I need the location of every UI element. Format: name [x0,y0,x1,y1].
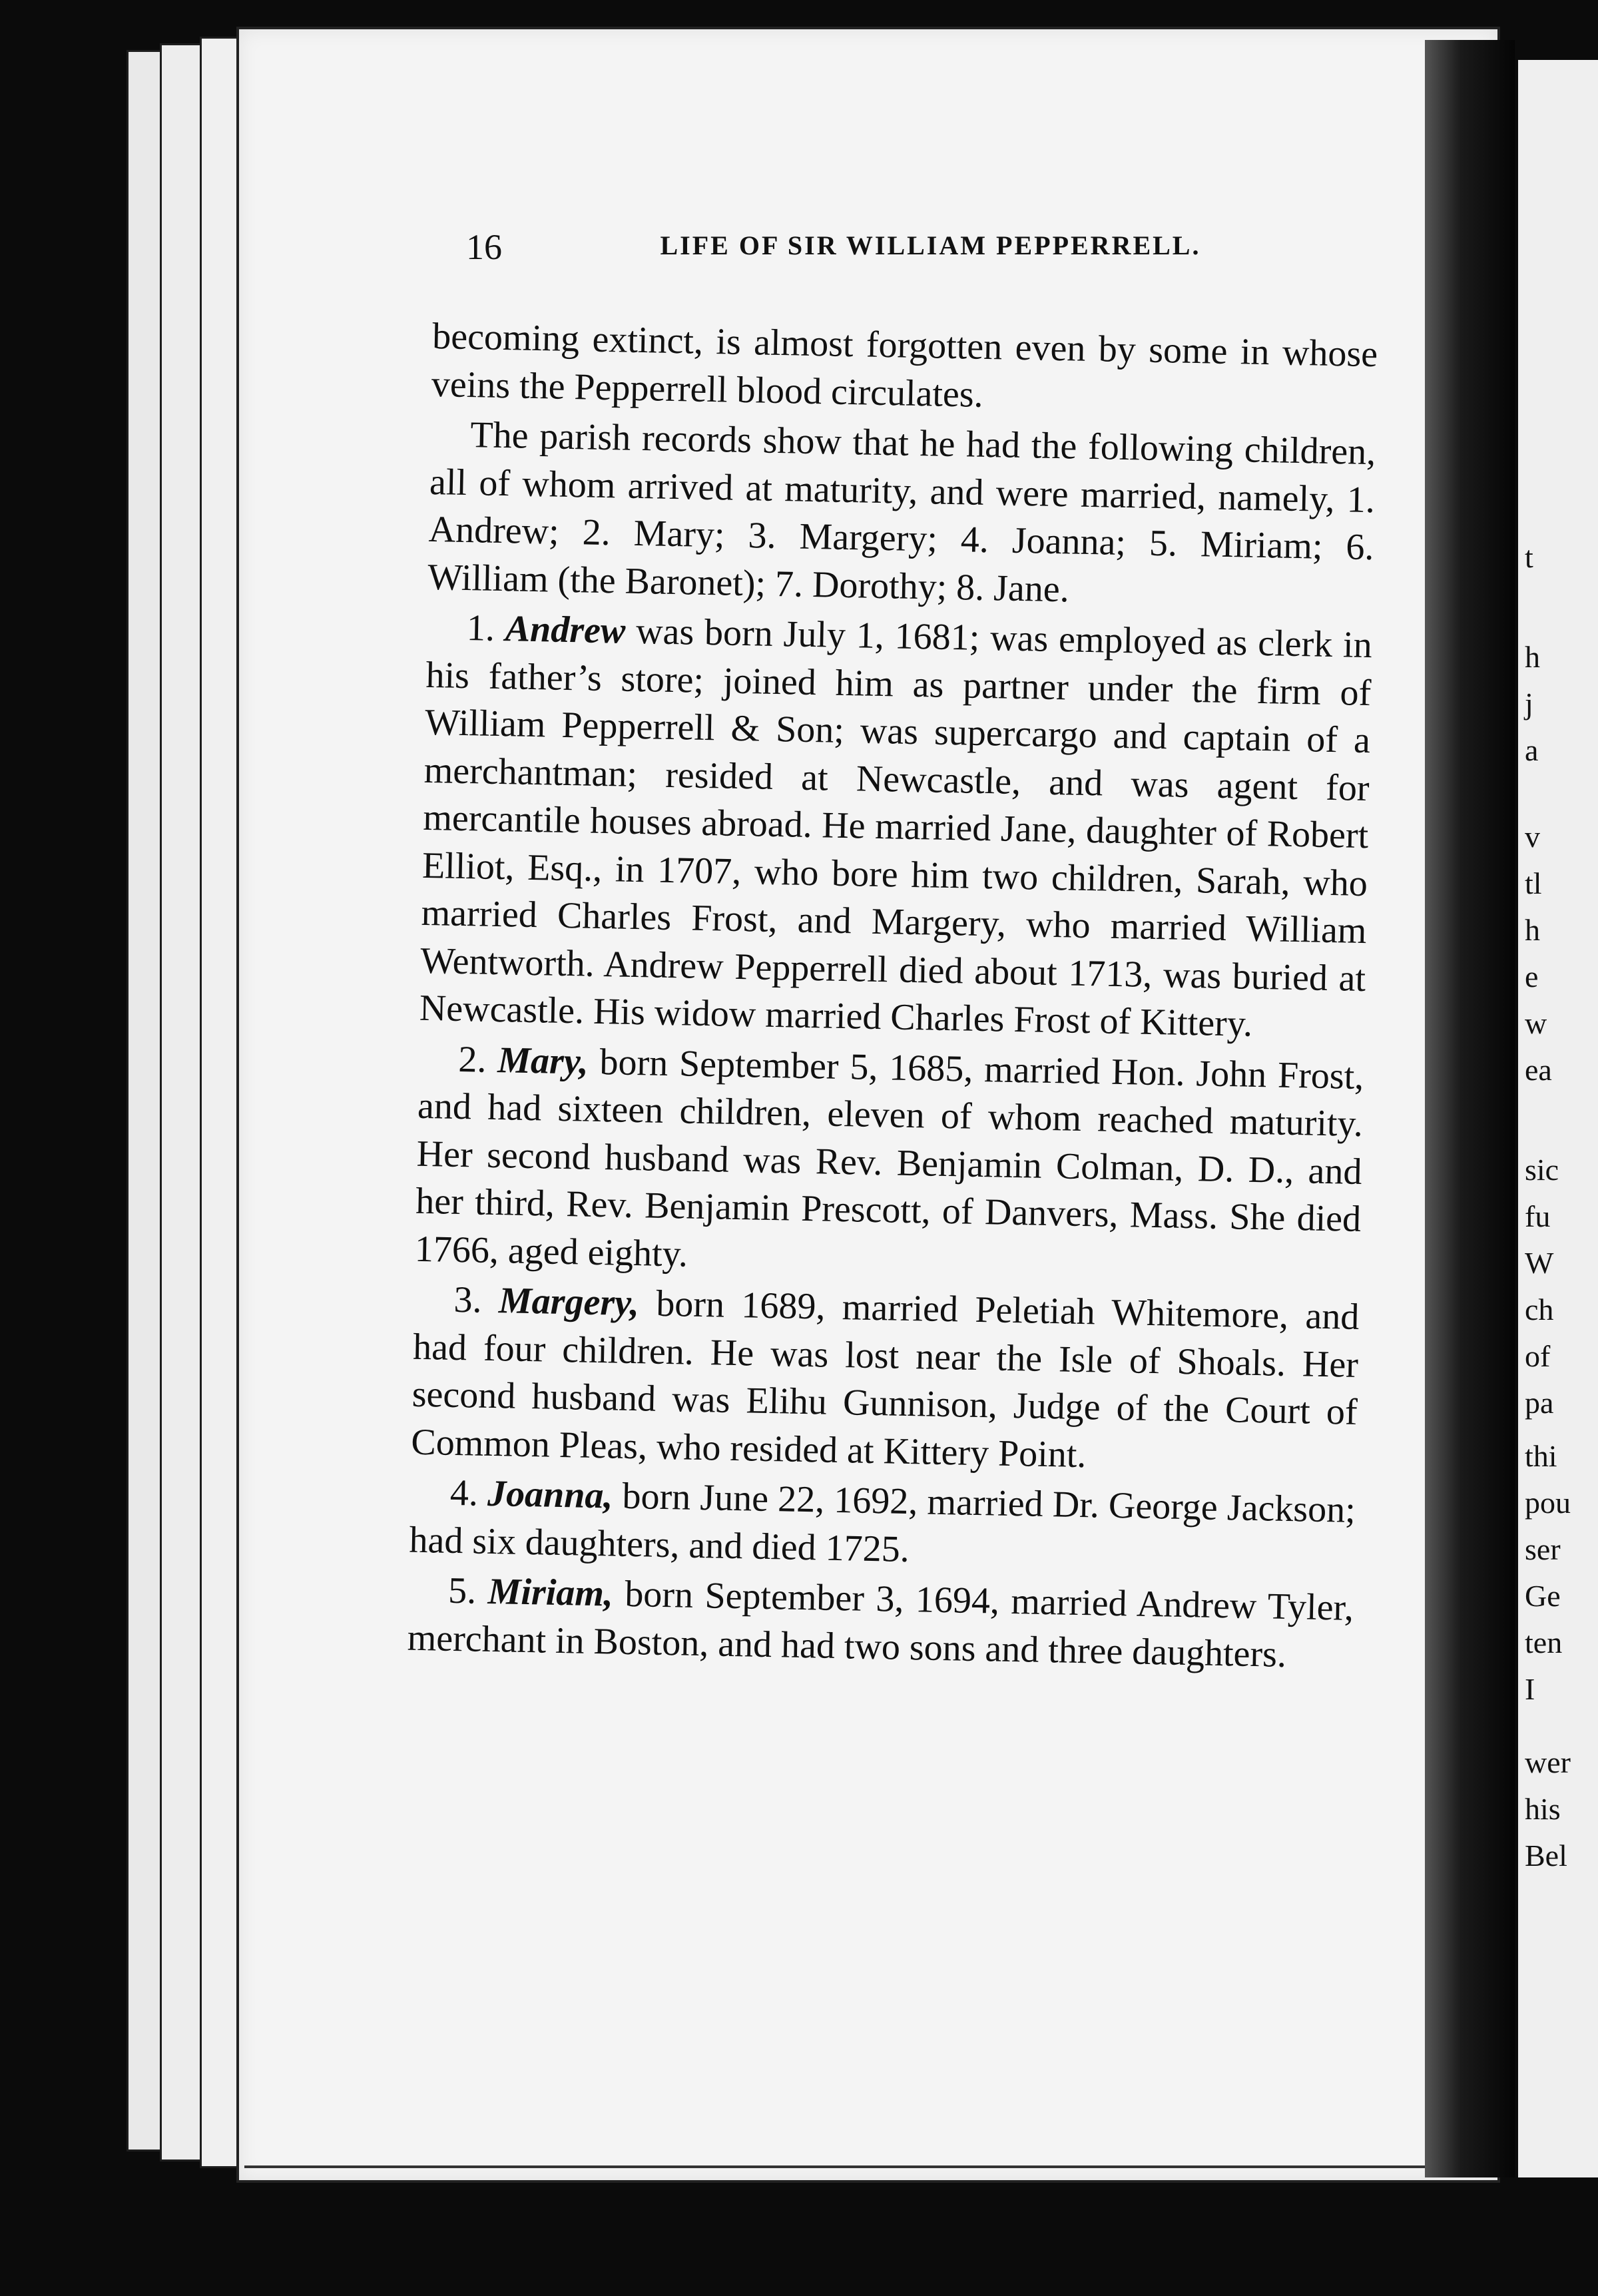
paragraph-child-entry [407,1567,1354,1680]
paragraph-text: born September 3, 1694, married Andrew Tyler, merchant in Boston, and had two sons and three daughters. [407,1573,1354,1675]
facing-page-fragment: h [1525,640,1540,674]
child-name: Joanna, [487,1472,614,1517]
child-name: Mary, [497,1039,589,1083]
facing-page-fragment: j [1525,687,1533,720]
paragraph-text: born June 22, 1692, married Dr. George Jackson; had six daughters, and died 1725. [409,1475,1356,1570]
paragraph-child-entry [409,1469,1356,1582]
entry-number: 3. [453,1279,483,1321]
facing-page-fragment: I [1525,1672,1535,1706]
page-bottom-rule [244,2165,1492,2168]
facing-page-fragment: a [1525,733,1539,767]
facing-page-fragment: h [1525,913,1540,947]
paragraph-text: was born July 1, 1681; was employed as clerk in his father’s store; joined him as partner under the firm of William Pepperrell & Son; was supercargo and captain of a merchantman; resided at Newcastle, and was agent for mercantile houses abroad. He married Jane, daughter of Robert Elliot, Esq., in 1707, who bore him two children, Sarah, who married Charles Frost, and Margery, who married William Wentworth. Andrew Pepperrell died about 1713, was buried at Newcastle. His widow married Charles Frost of Kittery. [419,610,1373,1045]
book-gutter [1425,40,1515,2177]
facing-page-fragment: ten [1525,1625,1563,1659]
paragraph-text: The parish records show that he had the following children, all of whom arrived at maturity, and were married, namely, 1. Andrew; 2. Mary; 3. Margery; 4. Joanna; 5. Miriam; 6. William (the Baronet); 7. Dorothy; 8. Jane. [427,414,1376,610]
child-name: Margery, [498,1280,640,1324]
child-name: Miriam, [487,1570,614,1615]
entry-number: 5. [447,1570,477,1612]
child-name: Andrew [505,608,626,652]
facing-page-fragment: wer [1525,1745,1571,1779]
facing-page-fragment: ch [1525,1292,1554,1326]
facing-page-fragment: t [1525,540,1533,574]
paragraph-child-entry [411,1276,1360,1484]
facing-page-fragment: tl [1525,866,1542,900]
facing-page-fragment: Ge [1525,1579,1561,1613]
running-header-text: LIFE OF SIR WILLIAM PEPPERRELL. [660,230,1201,260]
facing-page-fragment: ea [1525,1053,1552,1087]
facing-page-fragment: pou [1525,1486,1571,1520]
facing-page-fragment: of [1525,1339,1551,1373]
paragraph-child-entry [414,1035,1364,1291]
paragraph-text: becoming extinct, is almost forgotten even by some in whose veins the Pepperrell blood circulates. [431,315,1378,416]
facing-page-fragment: pa [1525,1386,1554,1420]
facing-page-fragment: his [1525,1792,1561,1826]
paragraph [427,411,1376,619]
facing-page-fragment: W [1525,1246,1554,1280]
paragraph-text: born 1689, married Peletiah Whitemore, and had four children. He was lost near the Isle of Shoals. Her second husband was Elihu Gunnison, Judge of the Court of Common Pleas, who resided at Kittery Point. [410,1283,1360,1476]
facing-page-fragment: fu [1525,1199,1551,1233]
entry-number: 2. [457,1038,487,1081]
page-number: 16 [466,227,502,267]
facing-page-fragment: thi [1525,1439,1557,1473]
facing-page-fragment: v [1525,820,1540,854]
body-text [407,313,1378,1680]
facing-page-fragment: w [1525,1006,1547,1040]
paragraph-child-entry [419,604,1372,1051]
facing-page-fragment: Bel [1525,1839,1567,1872]
facing-page-fragment: ser [1525,1532,1561,1566]
running-header [466,230,1395,261]
entry-number: 1. [466,607,495,649]
paragraph [431,313,1378,426]
paragraph-text: born September 5, 1685, married Hon. John Frost, and had sixteen children, eleven of whom reached maturity. Her second husband was Rev. Benjamin Colman, D. D., and her third, Rev. Benjamin Prescott, of Danvers, Mass. She died 1766, aged eighty. [414,1041,1364,1275]
facing-page-fragment: sic [1525,1153,1559,1187]
entry-number: 4. [449,1472,479,1514]
facing-page-fragment: e [1525,960,1539,994]
